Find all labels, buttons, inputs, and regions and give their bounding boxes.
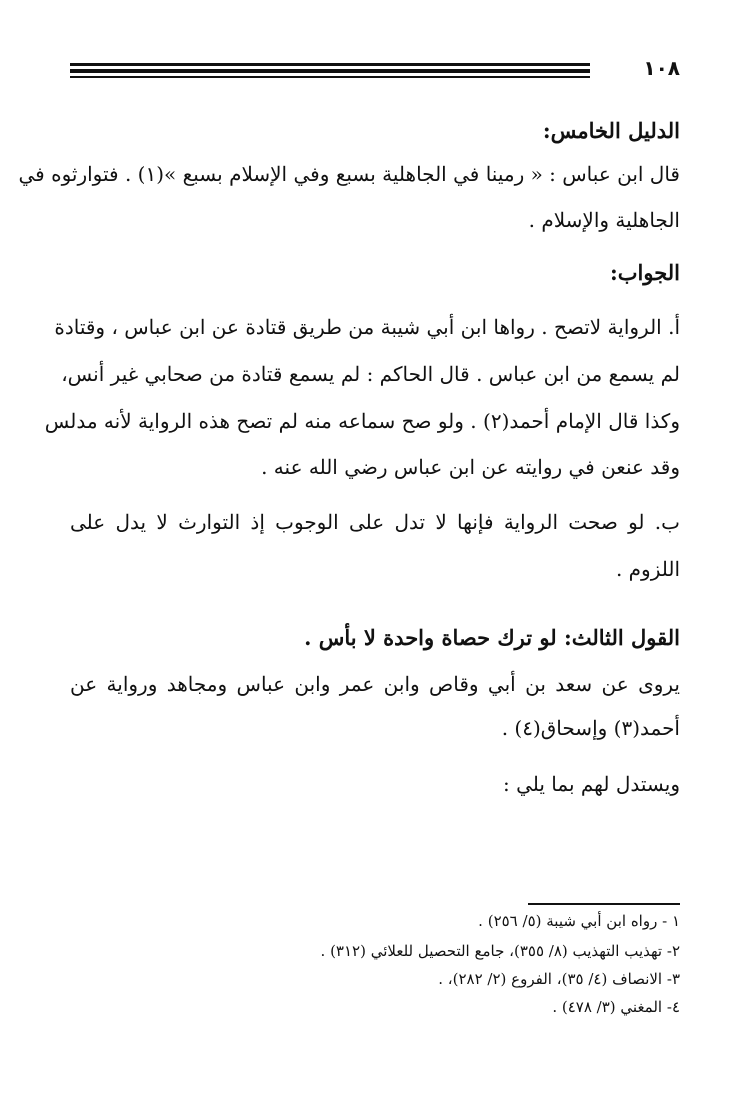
text-line: قال ابن عباس : « رمينا في الجاهلية بسبع وفي الإسلام بسبع »(١) . فتوارثوه في — [18, 162, 680, 186]
text-line: ب. لو صحت الرواية فإنها لا تدل على الوجوب إذ التوارث لا يدل على — [70, 510, 680, 534]
header-rule — [70, 63, 590, 66]
page-number: ١٠٨ — [643, 56, 680, 80]
page-header — [70, 56, 680, 80]
footnote-separator — [528, 903, 680, 905]
text-line: الجاهلية والإسلام . — [528, 208, 680, 232]
text-line: أ. الرواية لاتصح . رواها ابن أبي شيبة من طريق قتادة عن ابن عباس ، وقتادة — [54, 315, 680, 339]
footnote: ٣- الانصاف (٤/ ٣٥)، الفروع (٢/ ٢٨٢)، . — [438, 970, 680, 988]
header-rule — [70, 69, 590, 73]
header-rule — [70, 76, 590, 78]
text-line: لم يسمع من ابن عباس . قال الحاكم : لم يسمع قتادة من صحابي غير أنس، — [61, 362, 680, 386]
section-heading: القول الثالث: لو ترك حصاة واحدة لا بأس . — [304, 625, 680, 650]
text-line: وقد عنعن في روايته عن ابن عباس رضي الله عنه . — [261, 455, 680, 479]
section-heading: الجواب: — [610, 260, 680, 285]
section-heading: الدليل الخامس: — [542, 118, 680, 143]
text-line: وكذا قال الإمام أحمد(٢) . ولو صح سماعه منه لم تصح هذه الرواية لأنه مدلس — [44, 409, 680, 433]
footnote: ٢- تهذيب التهذيب (٨/ ٣٥٥)، جامع التحصيل للعلائي (٣١٢) . — [320, 942, 680, 960]
text-line: يروى عن سعد بن أبي وقاص وابن عمر وابن عباس ومجاهد ورواية عن — [70, 672, 680, 696]
text-line: اللزوم . — [615, 557, 680, 581]
text-line: أحمد(٣) وإسحاق(٤) . — [501, 716, 680, 740]
text-line: ويستدل لهم بما يلي : — [502, 772, 680, 796]
footnote: ٤- المغني (٣/ ٤٧٨) . — [552, 998, 680, 1016]
footnote: ١ - رواه ابن أبي شيبة (٥/ ٢٥٦) . — [478, 912, 680, 930]
